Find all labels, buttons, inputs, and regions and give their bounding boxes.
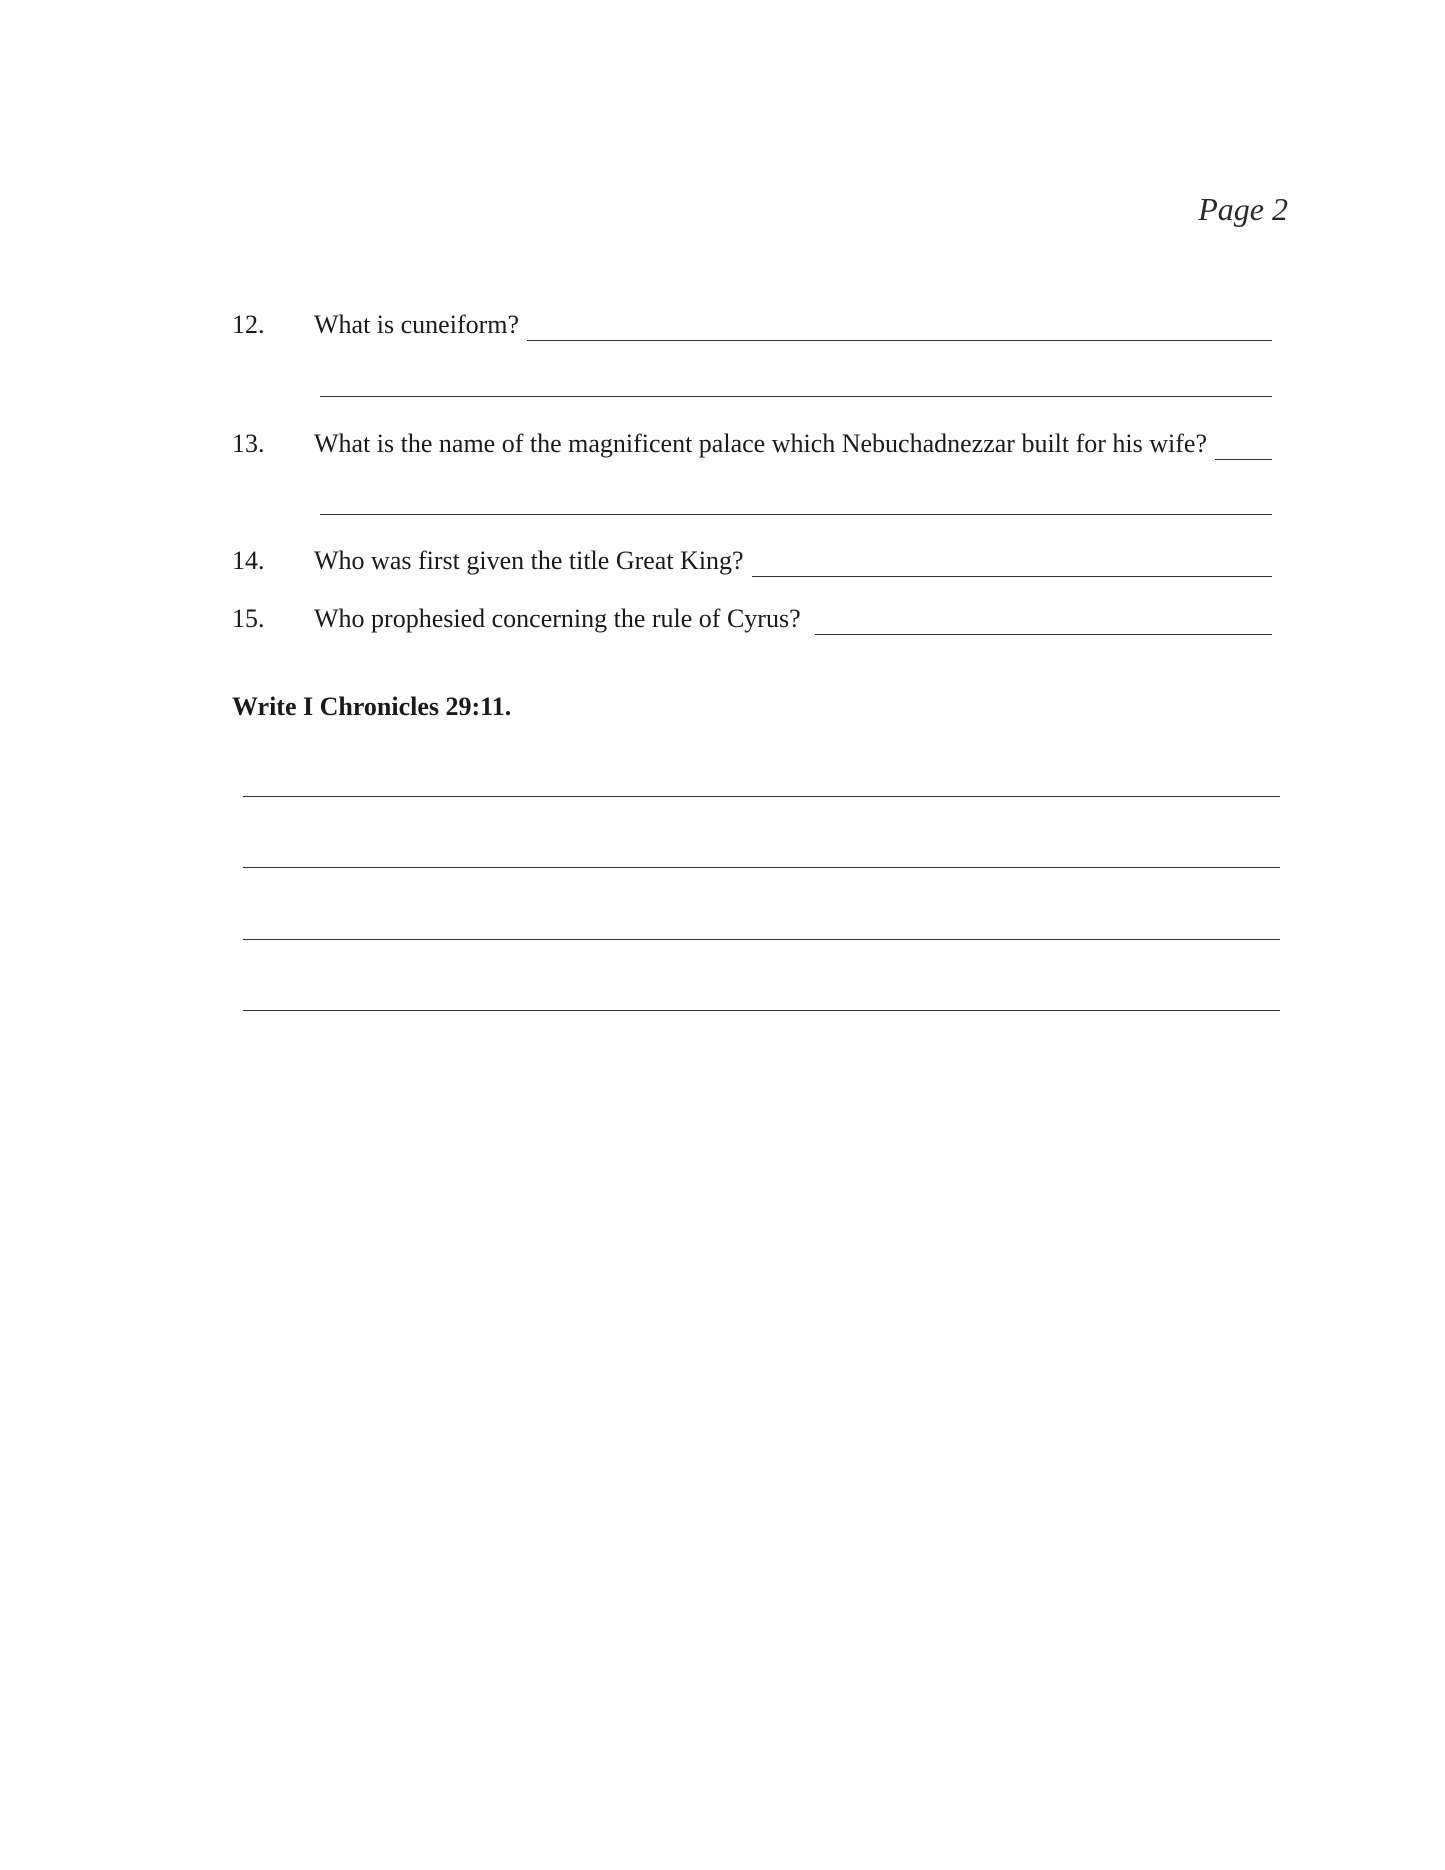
page-number: Page 2 [1198, 191, 1288, 227]
question-14 [232, 545, 1272, 577]
question-text: What is the name of the magnificent palace which Nebuchadnezzar built for his wife? [314, 429, 1208, 458]
answer-blank[interactable] [752, 554, 1272, 577]
question-number: 14. [232, 546, 265, 575]
answer-blank[interactable] [527, 318, 1272, 341]
answer-line[interactable] [320, 514, 1272, 515]
writing-line[interactable] [243, 939, 1280, 940]
question-text: Who was first given the title Great King? [314, 546, 744, 575]
question-13 [232, 428, 1272, 460]
question-text: Who prophesied concerning the rule of Cyrus? [314, 604, 801, 633]
question-number: 13. [232, 429, 265, 458]
answer-blank[interactable] [1215, 437, 1272, 460]
writing-line[interactable] [243, 796, 1280, 797]
answer-line[interactable] [320, 396, 1272, 397]
answer-blank[interactable] [815, 612, 1272, 635]
writing-section-title: Write I Chronicles 29:11. [232, 692, 512, 721]
writing-line[interactable] [243, 867, 1280, 868]
question-15 [232, 603, 1272, 635]
question-number: 12. [232, 310, 265, 339]
question-number: 15. [232, 604, 265, 633]
question-text: What is cuneiform? [314, 310, 520, 339]
writing-line[interactable] [243, 1010, 1280, 1011]
question-12 [232, 309, 1272, 341]
